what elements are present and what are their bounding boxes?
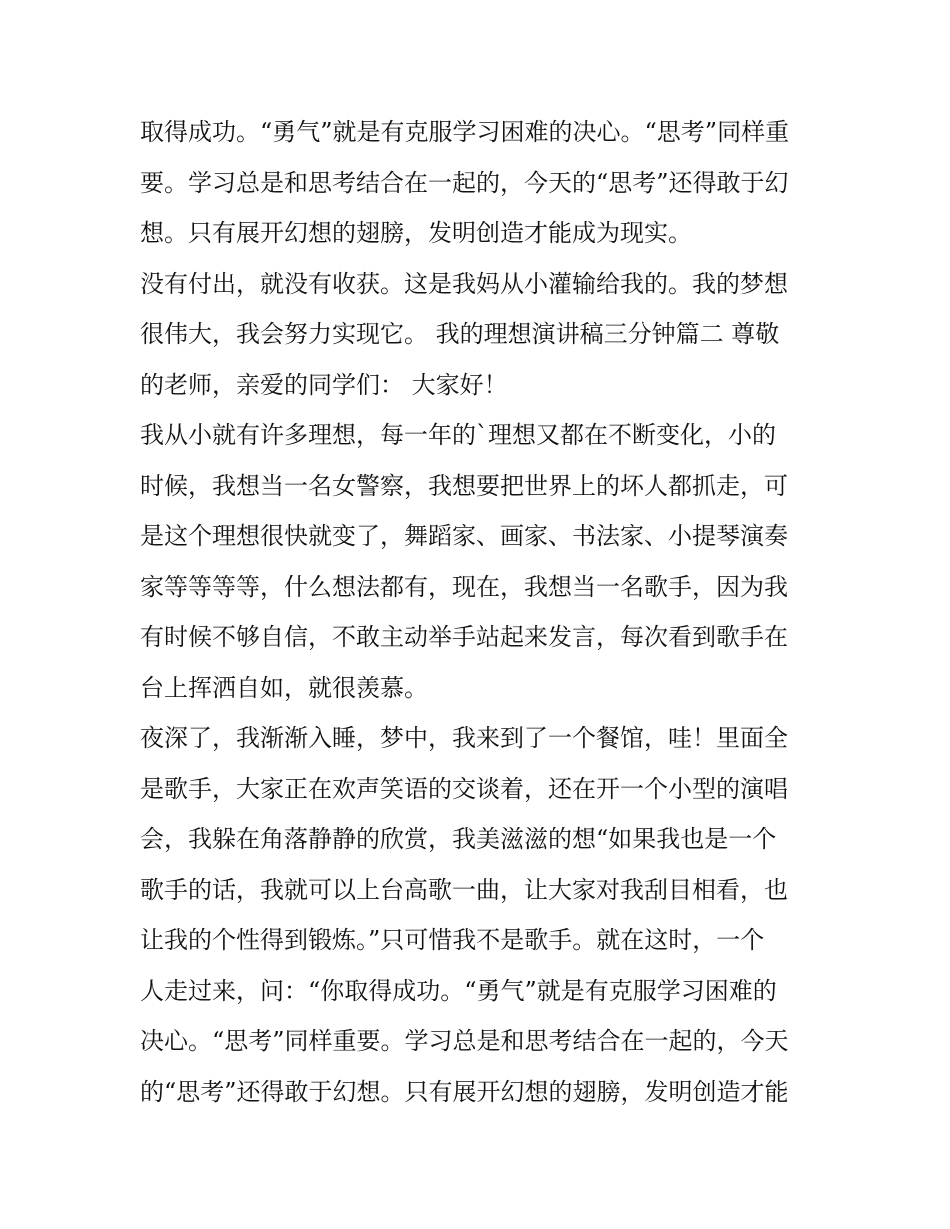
text-line: 想。只有展开幻想的翅膀，发明创造才能成为现实。: [140, 219, 692, 247]
text-line: 有时候不够自信，不敢主动举手站起来发言，每次看到歌手在: [140, 623, 788, 651]
text-line: 人走过来，问：“你取得成功。“勇气”就是有克服学习困难的: [140, 976, 777, 1005]
text-line: 我从小就有许多理想，每一年的`理想又都在不断变化，小的: [140, 421, 776, 449]
text-line: 取得成功。“勇气”就是有克服学习困难的决心。“思考”同样重: [140, 118, 790, 146]
text-line: 时候，我想当一名女警察，我想要把世界上的坏人都抓走，可: [140, 471, 788, 500]
text-line: 的老师，亲爱的同学们： 大家好！: [140, 370, 508, 399]
text-line: 是歌手，大家正在欢声笑语的交谈着，还在开一个小型的演唱: [140, 774, 788, 803]
text-line: 台上挥洒自如，就很羡慕。: [140, 673, 428, 702]
text-line: 要。学习总是和思考结合在一起的，今天的“思考”还得敢于幻: [140, 168, 789, 197]
text-line: 会，我躲在角落静静的欣赏，我美滋滋的想“如果我也是一个: [140, 825, 777, 853]
text-line: 歌手的话，我就可以上台高歌一曲，让大家对我刮目相看，也: [140, 875, 788, 904]
text-line: 很伟大，我会努力实现它。 我的理想演讲稿三分钟篇二 尊敬: [140, 320, 780, 348]
text-line: 的“思考”还得敢于幻想。只有展开幻想的翅膀，发明创造才能: [140, 1077, 789, 1106]
body-text: [140, 107, 840, 1117]
text-line: 让我的个性得到锻炼。”只可惜我不是歌手。就在这时，一个: [140, 926, 765, 954]
text-line: 决心。“思考”同样重要。学习总是和思考结合在一起的，今天: [140, 1027, 789, 1055]
text-line: 没有付出，就没有收获。这是我妈从小灌输给我的。我的梦想: [140, 269, 788, 298]
text-line: 夜深了，我渐渐入睡，梦中，我来到了一个餐馆，哇！里面全: [140, 724, 788, 752]
text-line: 是这个理想很快就变了，舞蹈家、画家、书法家、小提琴演奏: [140, 522, 788, 550]
text-line: 家等等等等，什么想法都有，现在，我想当一名歌手，因为我: [140, 572, 788, 601]
